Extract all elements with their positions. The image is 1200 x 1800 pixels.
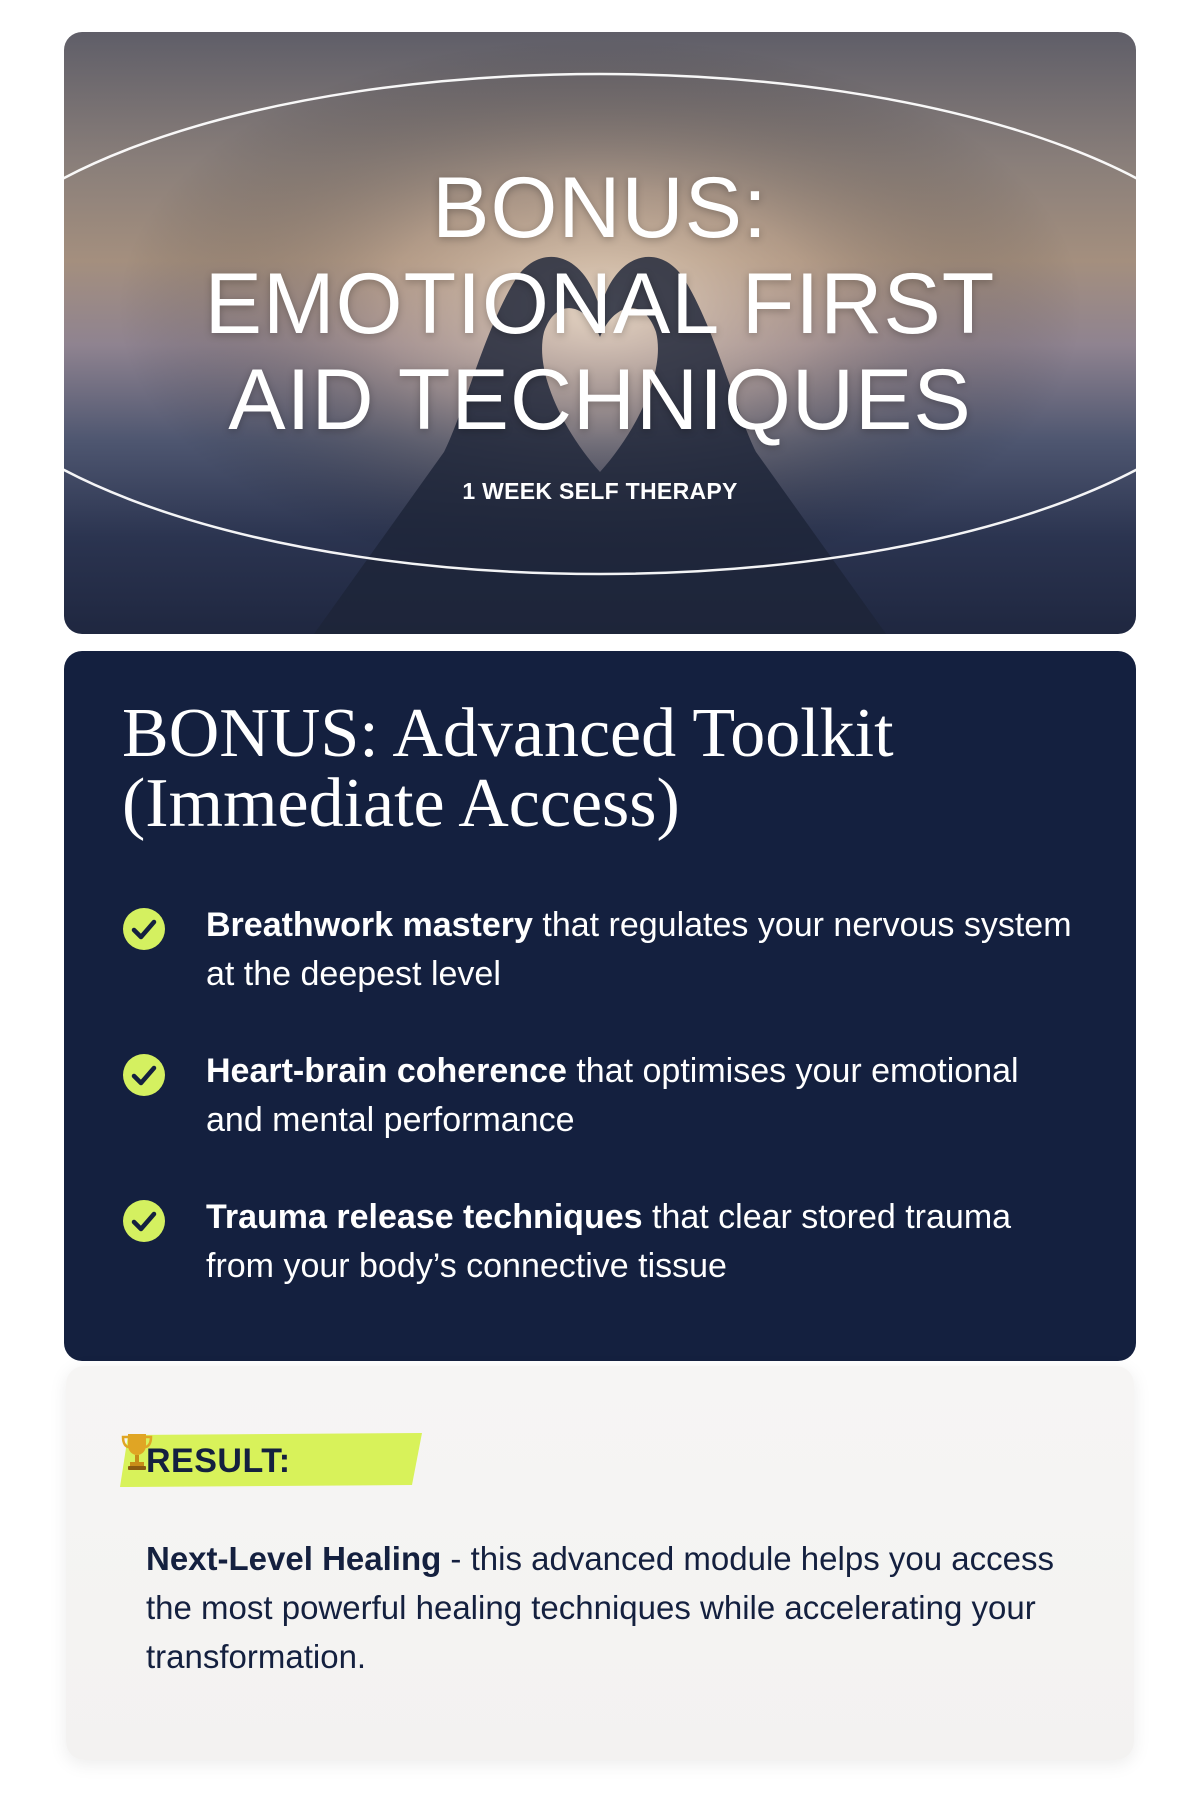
toolkit-heading-line-2: (Immediate Access): [122, 765, 680, 842]
toolkit-item-bold: Breathwork mastery: [206, 906, 533, 944]
toolkit-list-item: [122, 1047, 1082, 1147]
toolkit-heading: [122, 695, 1022, 842]
toolkit-heading-line-1: BONUS: Advanced Toolkit: [122, 695, 894, 772]
check-circle-icon: [122, 1199, 166, 1243]
hero-subtitle: 1 WEEK SELF THERAPY: [462, 478, 738, 504]
toolkit-item-text: [206, 1193, 1076, 1291]
toolkit-item-rest: that clear stored trauma from your body’s connective tissue: [206, 1198, 1012, 1285]
toolkit-list-item: [122, 1193, 1082, 1293]
toolkit-item-text: [206, 1047, 1076, 1145]
result-description: [146, 1534, 1066, 1681]
check-circle-icon: [122, 907, 166, 951]
hero-title-line-3: AID TECHNIQUES: [228, 352, 972, 448]
toolkit-item-bold: Heart-brain coherence: [206, 1052, 567, 1090]
toolkit-item-rest: that optimises your emotional and mental performance: [206, 1052, 1019, 1139]
toolkit-item-bold: Trauma release techniques: [206, 1198, 643, 1236]
result-badge: [120, 1431, 424, 1489]
result-label: RESULT:: [146, 1442, 291, 1480]
toolkit-list-item: [122, 901, 1082, 1001]
result-rest: - this advanced module helps you access the most powerful healing techniques while accelerating your transformation.: [146, 1540, 1054, 1675]
bonus-hero-image: [64, 32, 1136, 634]
hero-title-line-2: EMOTIONAL FIRST: [204, 256, 996, 352]
toolkit-item-rest: that regulates your nervous system at the deepest level: [206, 906, 1072, 993]
advanced-toolkit-card: [64, 651, 1136, 1361]
result-card: [66, 1366, 1134, 1760]
hero-title-line-1: BONUS:: [432, 160, 768, 256]
check-circle-icon: [122, 1053, 166, 1097]
trophy-icon: [120, 1431, 154, 1471]
toolkit-item-text: [206, 901, 1076, 999]
result-bold: Next-Level Healing: [146, 1540, 442, 1577]
hero-title: [64, 160, 1136, 448]
